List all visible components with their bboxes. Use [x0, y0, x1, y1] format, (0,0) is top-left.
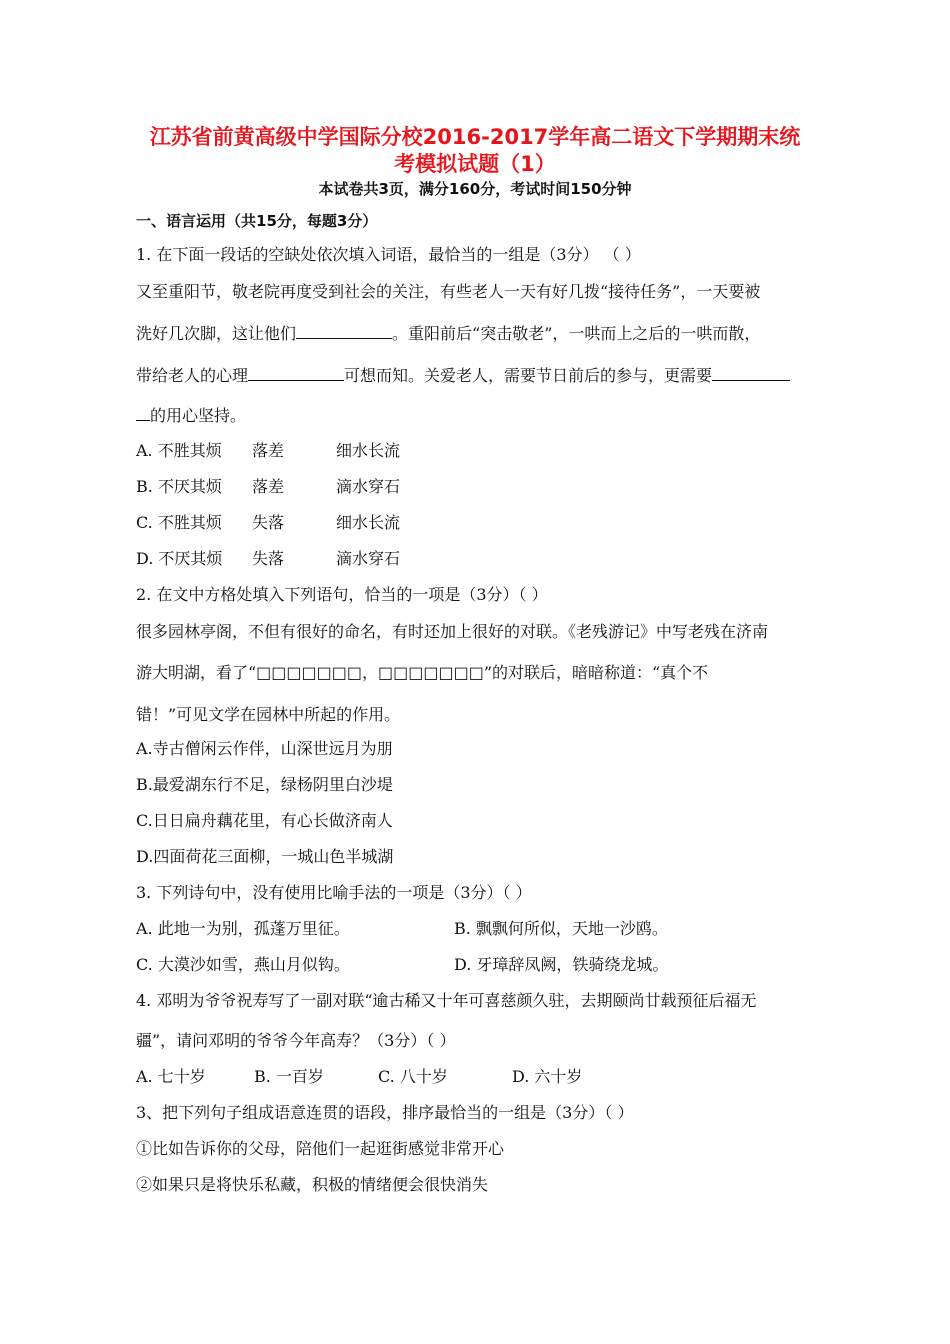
option-word: 滴水穿石 — [336, 477, 401, 496]
option-word: B. 不厌其烦 — [136, 477, 222, 496]
q3-option-b: B. 飘飘何所似，天地一沙鸥。 — [454, 919, 668, 938]
q1-passage-line-2 — [136, 322, 760, 345]
option-word: 失落 — [252, 513, 285, 532]
q1-passage-text: 洗好几次脚，这让他们 — [136, 324, 297, 343]
q1-passage-text: 。重阳前后“突击敬老”，一哄而上之后的一哄而散， — [392, 324, 761, 343]
q3-option-a: A. 此地一为别，孤蓬万里征。 — [136, 919, 350, 938]
exam-subtitle: 本试卷共3页，满分160分，考试时间150分钟 — [318, 180, 632, 198]
q3-options-row-2 — [136, 954, 772, 976]
q4-option-b: B. 一百岁 — [254, 1067, 324, 1086]
q2-passage-line-3: 错！”可见文学在园林中所起的作用。 — [136, 705, 401, 724]
q1-option-b — [136, 476, 400, 498]
fill-blank-2 — [248, 364, 344, 381]
q5-stem: 3、把下列句子组成语意连贯的语段，排序最恰当的一组是（3分）（ ） — [136, 1103, 634, 1122]
q2-passage-line-2: 游大明湖，看了“□□□□□□□，□□□□□□□”的对联后，暗暗称道：“真个不 — [136, 663, 709, 682]
q3-stem: 3. 下列诗句中，没有使用比喻手法的一项是（3分）（ ） — [136, 883, 532, 902]
q1-option-a — [136, 440, 400, 462]
q1-option-d — [136, 548, 400, 570]
q2-stem: 2. 在文中方格处填入下列语句，恰当的一项是（3分）（ ） — [136, 585, 548, 604]
q3-options-row-1 — [136, 918, 772, 940]
q2-option-c: C.日日扁舟藕花里，有心长做济南人 — [136, 811, 393, 830]
option-word: 滴水穿石 — [336, 549, 401, 568]
section-heading: 一、语言运用（共15分，每题3分） — [136, 212, 378, 230]
q3-option-d: D. 牙璋辞凤阙，铁骑绕龙城。 — [454, 955, 669, 974]
q2-option-a: A.寺古僧闲云作伴，山深世远月为朋 — [136, 739, 393, 758]
q1-passage-line-1: 又至重阳节，敬老院再度受到社会的关注，有些老人一天有好几拨“接待任务”，一天要被 — [136, 282, 761, 301]
q4-options — [136, 1066, 582, 1088]
option-word: A. 不胜其烦 — [136, 441, 222, 460]
exam-title-line-2: 考模拟试题（1） — [394, 152, 556, 176]
exam-title-line-1: 江苏省前黄高级中学国际分校2016-2017学年高二语文下学期期末统 — [149, 125, 801, 149]
fill-blank-1 — [296, 322, 392, 339]
q3-option-c: C. 大漠沙如雪，燕山月似钩。 — [136, 955, 350, 974]
q1-passage-text: 的用心坚持。 — [150, 406, 247, 425]
q2-passage-line-1: 很多园林亭阁，不但有很好的命名，有时还加上很好的对联。《老残游记》中写老残在济南 — [136, 622, 769, 641]
q1-option-c — [136, 512, 400, 534]
option-word: 细水长流 — [336, 513, 401, 532]
q5-sentence-2: ②如果只是将快乐私藏，积极的情绪便会很快消失 — [136, 1175, 489, 1194]
option-word: 落差 — [252, 477, 285, 496]
q4-option-c: C. 八十岁 — [378, 1067, 448, 1086]
q1-passage-text: 可想而知。关爱老人，需要节日前后的参与，更需要 — [344, 366, 713, 385]
q4-stem-line-2: 疆”，请问邓明的爷爷今年高寿？（3分）（ ） — [136, 1031, 456, 1050]
q4-stem-line-1: 4. 邓明为爷爷祝寿写了一副对联“逾古稀又十年可喜慈颜久驻，去期颐尚廿载预征后福无 — [136, 991, 757, 1010]
fill-blank-3-continued — [136, 404, 150, 421]
q2-option-b: B.最爱湖东行不足，绿杨阴里白沙堤 — [136, 775, 393, 794]
option-word: C. 不胜其烦 — [136, 513, 222, 532]
q4-option-a: A. 七十岁 — [136, 1067, 206, 1086]
q2-option-d: D.四面荷花三面柳，一城山色半城湖 — [136, 847, 394, 866]
option-word: 落差 — [252, 441, 285, 460]
q1-passage-line-3 — [136, 364, 790, 387]
option-word: D. 不厌其烦 — [136, 549, 223, 568]
q5-sentence-1: ①比如告诉你的父母，陪他们一起逛街感觉非常开心 — [136, 1139, 505, 1158]
fill-blank-3 — [712, 364, 790, 381]
option-word: 失落 — [252, 549, 285, 568]
option-word: 细水长流 — [336, 441, 401, 460]
q1-stem: 1. 在下面一段话的空缺处依次填入词语，最恰当的一组是（3分） （ ） — [136, 245, 641, 264]
q1-passage-text: 带给老人的心理 — [136, 366, 249, 385]
q4-option-d: D. 六十岁 — [512, 1067, 583, 1086]
q1-passage-line-4 — [136, 404, 246, 427]
